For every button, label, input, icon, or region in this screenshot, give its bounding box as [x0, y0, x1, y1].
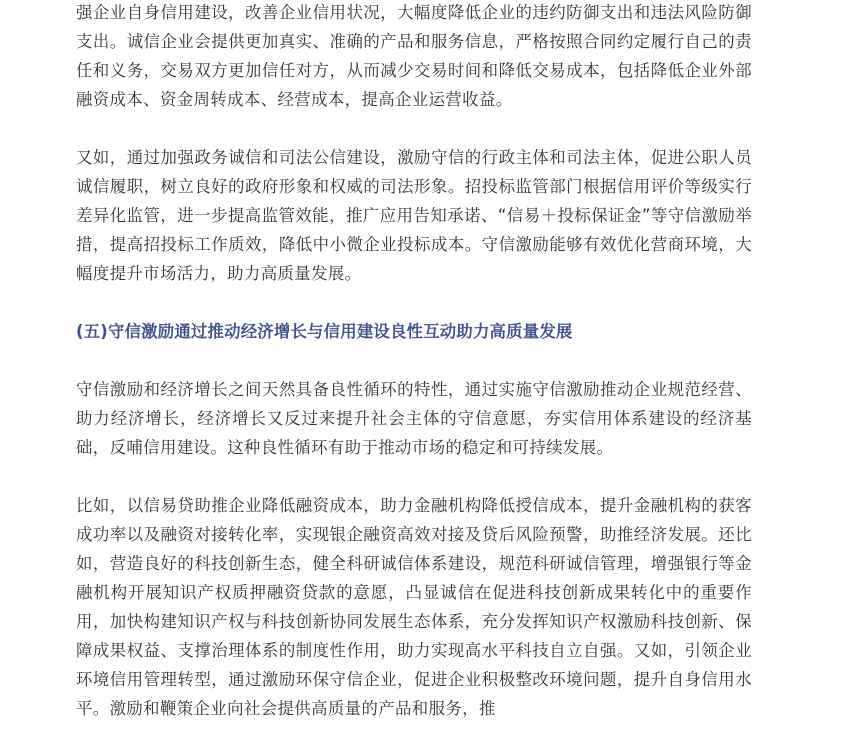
paragraph-enterprise-credit: 强企业自身信用建设，改善企业信用状况，大幅度降低企业的违约防御支出和违法风险防御支出。诚信企业会提供更加真实、准确的产品和服务信息，严格按照合同约定履行自己的责任和义务，交易双方更加信任对方，从而减少交易时间和降低交易成本，包括降低企业外部融资成本、资金周转成本、经营成本，提高企业运营收益。	[76, 3, 752, 109]
paragraph-government-credit: 又如，通过加强政务诚信和司法公信建设，激励守信的行政主体和司法主体，促进公职人员诚信履职，树立良好的政府形象和权威的司法形象。招投标监管部门根据信用评价等级实行差异化监管，进一步提高监管效能，推广应用告知承诺、“信易＋投标保证金”等守信激励举措，提高招投标工作质效，降低中小微企业投标成本。守信激励能够有效优化营商环境，大幅度提升市场活力，助力高质量发展。	[76, 148, 752, 283]
paragraph-examples: 比如，以信易贷助推企业降低融资成本，助力金融机构降低授信成本，提升金融机构的获客成功率以及融资对接转化率，实现银企融资高效对接及贷后风险预警，助推经济发展。还比如，营造良好的科技创新生态，健全科研诚信体系建设，规范科研诚信管理，增强银行等金融机构开展知识产权质押融资贷款的意愿，凸显诚信在促进科技创新成果转化中的重要作用，加快构建知识产权与科技创新协同发展生态体系，充分发挥知识产权激励科技创新、保障成果权益、支撑治理体系的制度性作用，助力实现高水平科技自立自强。又如，引领企业环境信用管理转型，通过激励环保守信企业，促进企业积极整改环境问题，提升自身信用水平。激励和鞭策企业向社会提供高质量的产品和服务，推	[76, 496, 752, 718]
paragraph-virtuous-cycle: 守信激励和经济增长之间天然具备良性循环的特性，通过实施守信激励推动企业规范经营、助力经济增长，经济增长又反过来提升社会主体的守信意愿，夯实信用体系建设的经济基础，反哺信用建设。这种良性循环有助于推动市场的稳定和可持续发展。	[76, 380, 752, 457]
section-heading: (五)守信激励通过推动经济增长与信用建设良性互动助力高质量发展	[76, 322, 573, 341]
article-body	[76, 0, 752, 752]
